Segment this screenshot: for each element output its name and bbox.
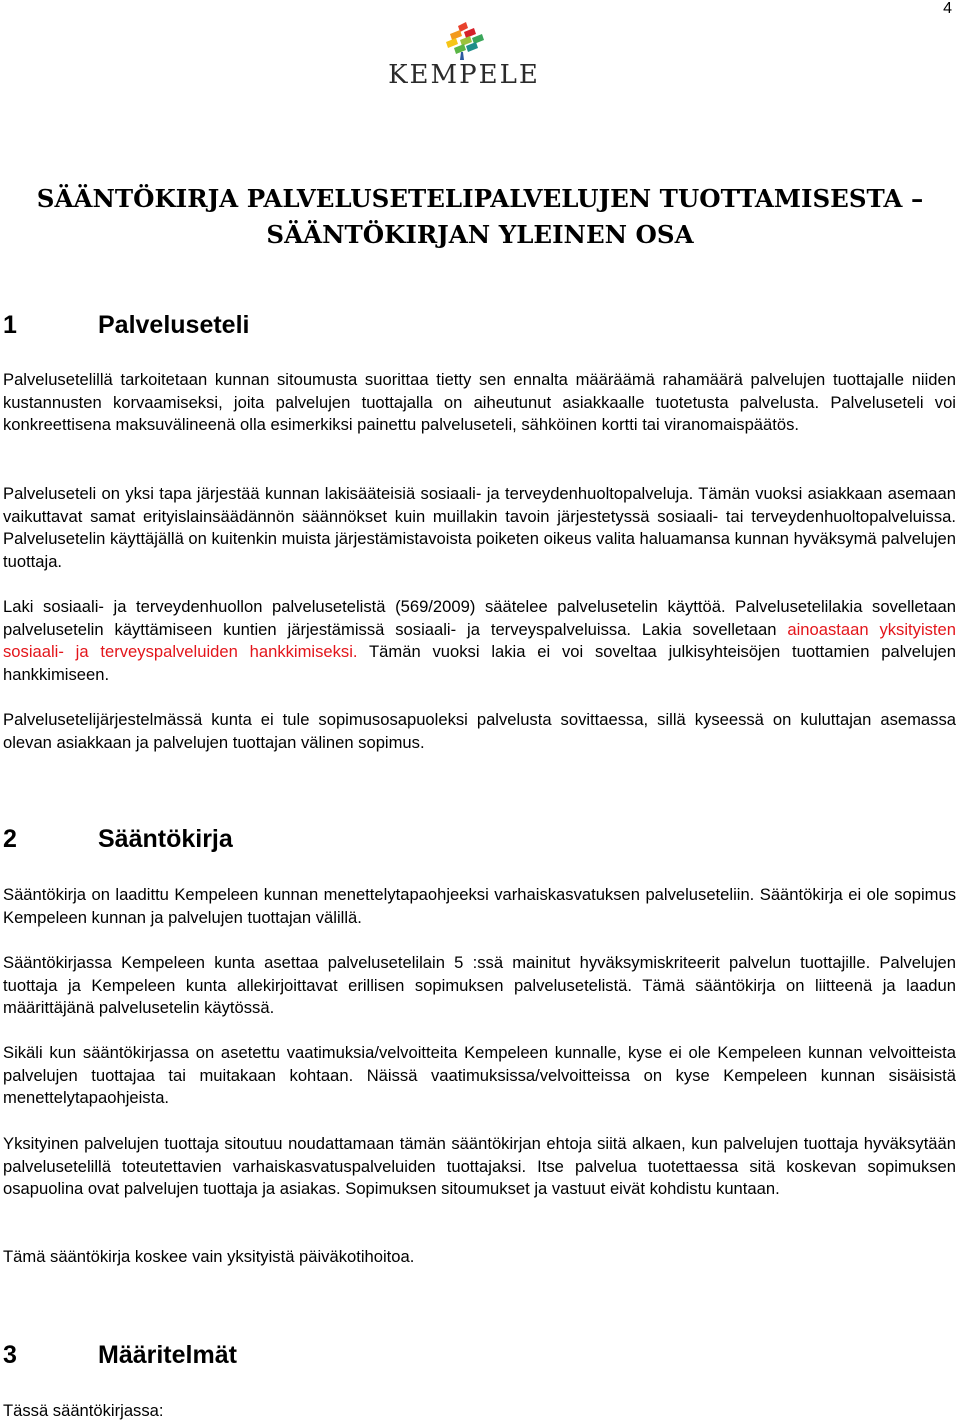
- tree-logo-icon: [384, 20, 544, 62]
- document-title-line2: SÄÄNTÖKIRJAN YLEINEN OSA: [266, 220, 694, 249]
- section-3-title: Määritelmät: [98, 1341, 237, 1369]
- section-1-title: Palveluseteli: [98, 311, 250, 339]
- section-2-title: Sääntökirja: [98, 825, 233, 853]
- section-2-paragraph-2: Sääntökirjassa Kempeleen kunta asettaa palvelusetelilain 5 :ssä mainitut hyväksymiskriteerit palvelun tuottajille. Palvelujen tuottaja ja Kempeleen kunta allekirjoittavat erillisen sopimuksen palvelusetelistä. Tämä sääntökirja on liitteenä ja laadun määrittäjänä palvelusetelin käytössä.: [3, 953, 956, 1018]
- section-1-paragraph-3-highlight: ainoastaan yksityisten sosiaali- ja terveyspalveluiden hankkimiseksi.: [3, 619, 956, 662]
- section-1-heading: [3, 310, 249, 340]
- section-2-paragraph-1: Sääntökirja on laadittu Kempeleen kunnan menettelytapaohjeeksi varhaiskasvatuksen palveluseteliin. Sääntökirja ei ole sopimus Kempeleen kunnan ja palvelujen tuottajan välillä.: [3, 885, 956, 927]
- section-3-paragraph-1: Tässä sääntökirjassa:: [3, 1401, 164, 1420]
- section-3-heading: [3, 1340, 237, 1370]
- section-1-paragraph-3: [3, 596, 956, 686]
- document-title-line1: SÄÄNTÖKIRJA PALVELUSETELIPALVELUJEN TUOTTAMISESTA –: [36, 184, 924, 213]
- section-1-paragraph-3-text-b: Tämän vuoksi lakia ei voi soveltaa julkisyhteisöjen tuottamien palvelujen hankkimiseen.: [3, 642, 957, 684]
- section-1-paragraph-3-text-a: Laki sosiaali- ja terveydenhuollon palvelusetelistä (569/2009) säätelee palvelusetelin käyttöä. Palvelusetelilakia sovelletaan palvelusetelin käyttämiseen kuntien järjestämissä sosiaali- ja terveyspalveluissa. Lakia sovelletaan: [3, 597, 956, 639]
- section-1-paragraph-1: Palvelusetelillä tarkoitetaan kunnan sitoumusta suorittaa tietty sen ennalta määräämä rahamäärä palvelujen tuottajalle niiden kustannusten korvaamiseksi, joita palvelujen tuottajalla on aiheutunut asiakkaalle tuotetusta palvelusta. Palveluseteli voi konkreettisena maksuvälineenä olla esimerkiksi painettu palveluseteli, sähköinen kortti tai viranomaispäätös.: [3, 370, 956, 435]
- section-2-paragraph-5: Tämä sääntökirja koskee vain yksityistä päiväkotihoitoa.: [3, 1247, 415, 1266]
- section-1-paragraph-4: Palvelusetelijärjestelmässä kunta ei tule sopimusosapuoleksi palvelusta sovittaessa, sillä kyseessä on kuluttajan asemassa olevan asiakkaan ja palvelujen tuottajan välinen sopimus.: [3, 710, 956, 752]
- document-title: [0, 181, 960, 253]
- section-2-paragraph-3: Sikäli kun sääntökirjassa on asetettu vaatimuksia/velvoitteita Kempeleen kunnalle, kyse ei ole Kempeleen kunnan velvoitteista palvelujen tuottajaa tai muitakaan kohtaan. Näissä vaatimuksissa/velvoitteissa on kyse Kempeleen kunnan sisäisistä menettelytapaohjeista.: [3, 1043, 956, 1108]
- section-2-heading: [3, 824, 233, 854]
- kempele-logo: [384, 20, 544, 92]
- section-2-paragraph-4: Yksityinen palvelujen tuottaja sitoutuu noudattamaan tämän sääntökirjan ehtoja siitä alkaen, kun palvelujen tuottaja hyväksytään palvelusetelillä toteutettavien varhaiskasvatuspalveluiden tuottajaksi. Itse palvelua tuotettaessa sitä koskevan sopimuksen osapuolina ovat palvelujen tuottaja ja asiakas. Sopimuksen sitoumukset ja vastuut eivät kohdistu kuntaan.: [3, 1134, 956, 1199]
- section-1-number: 1: [3, 311, 17, 339]
- section-2-number: 2: [3, 825, 17, 853]
- section-1-paragraph-2: Palveluseteli on yksi tapa järjestää kunnan lakisääteisiä sosiaali- ja terveydenhuoltopalveluja. Tämän vuoksi asiakkaan asemaan vaikuttavat samat erityislainsäädännön säännökset kuin muillakin tavoin järjestetyssä sosiaali- tai terveydenhuoltopalveluissa. Palvelusetelin käyttäjällä on kuitenkin muista järjestämistavoista poiketen oikeus valita haluamansa kunnan hyväksymä palvelujen tuottaja.: [3, 484, 956, 571]
- logo-text: KEMPELE: [388, 60, 540, 90]
- page-number: 4: [943, 0, 952, 17]
- section-3-number: 3: [3, 1341, 17, 1369]
